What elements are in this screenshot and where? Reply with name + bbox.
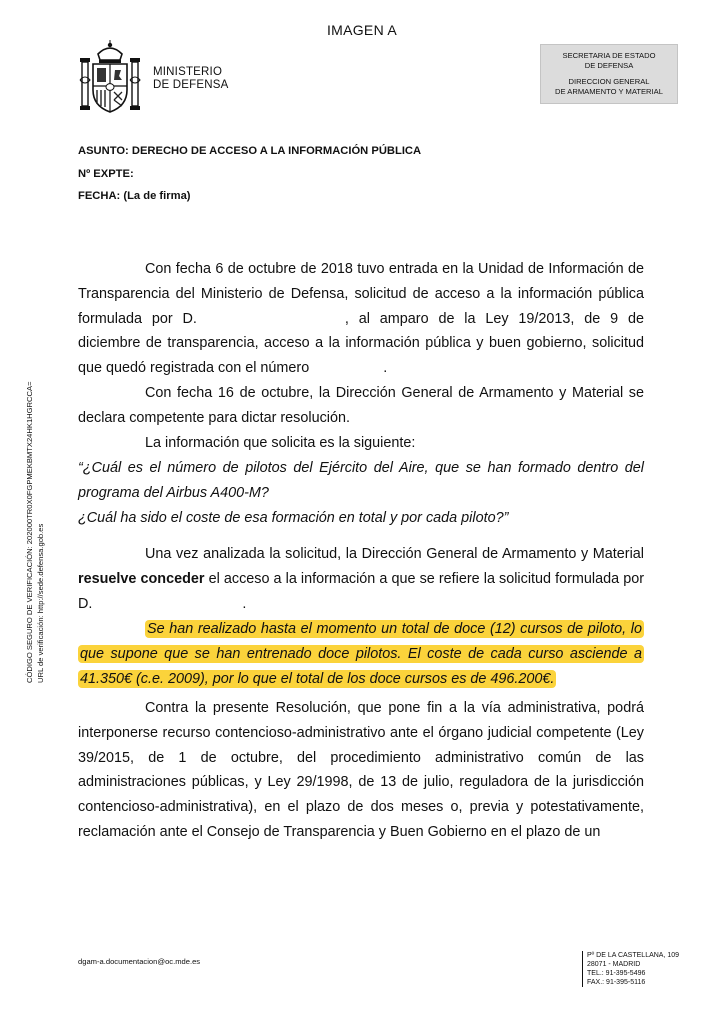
fecha-line — [78, 190, 191, 202]
department-box — [540, 44, 678, 104]
paragraph-request-intro-text: La información que solicita es la siguiente: — [145, 435, 416, 451]
paragraph-resolution-c: . — [242, 595, 247, 612]
image-label: IMAGEN A — [326, 22, 398, 38]
footer-address — [582, 951, 679, 987]
direccion-line-2: DE ARMAMENTO Y MATERIAL — [555, 87, 663, 96]
highlighted-answer — [78, 617, 644, 691]
paragraph-appeal — [78, 696, 644, 845]
paragraph-request-intro — [78, 431, 644, 456]
paragraph-competence — [78, 381, 644, 431]
paragraph-resolution-a: Una vez analizada la solicitud, la Dirección General de Armamento y Material — [145, 546, 644, 562]
coat-of-arms-icon — [78, 40, 142, 118]
paragraph-resolution — [78, 542, 644, 616]
fecha-value: (La de firma) — [123, 190, 191, 202]
ministry-line-2: DE DEFENSA — [153, 79, 229, 91]
subject-line: ASUNTO: DERECHO DE ACCESO A LA INFORMACIÓN PÚBLICA — [78, 145, 422, 157]
footer-fax: FAX.: 91-395-5116 — [587, 979, 646, 986]
paragraph-resolution-b: el acceso a la información a que se refiere la solicitud formulada por D. — [78, 570, 644, 612]
request-question-1: “¿Cuál es el número de pilotos del Ejército del Aire, que se han formado dentro del programa del Airbus A400-M? — [78, 460, 644, 501]
expediente-line: Nº EXPTE: — [78, 168, 134, 180]
resolution-verdict: resuelve conceder — [78, 570, 205, 587]
request-question-2: ¿Cuál ha sido el coste de esa formación en total y por cada piloto?” — [78, 510, 509, 526]
footer-email: dgam-a.documentacion@oc.mde.es — [78, 957, 201, 966]
ministry-line-1: MINISTERIO — [153, 66, 223, 78]
verification-url: URL de verificación: http://sede.defensa.gob.es — [36, 523, 45, 683]
paragraph-entry — [78, 257, 644, 381]
ministry-name — [153, 66, 229, 92]
paragraph-entry-b: , al amparo de la Ley 19/2013, de 9 de diciembre de transparencia, acceso a la información pública y buen gobierno, solicitud que quedó registrada con el número — [78, 310, 644, 377]
verification-code: CÓDIGO SEGURO DE VERIFICACIÓN: 202000TR0X0FGPMEKBMTX24HK1HGRCCA= — [25, 381, 34, 683]
highlighted-answer-text: Se han realizado hasta el momento un total de doce (12) cursos de piloto, lo que supone que se han entrenado doce pilotos. El coste de cada curso asciende a 41.350€ (c.e. 2009), por lo que el total de los doce cursos es de 496.200€. — [80, 621, 642, 687]
verification-stamp — [24, 343, 58, 683]
secretaria-line-2: DE DEFENSA — [584, 61, 634, 70]
footer-phone: TEL.: 91-395-5496 — [587, 970, 646, 977]
fecha-label: FECHA: — [78, 190, 121, 202]
paragraph-appeal-text: Contra la presente Resolución, que pone fin a la vía administrativa, podrá interponerse recurso contencioso-administrativo ante el órgano judicial competente (Ley 39/2015, de 1 de octubre, del procedimiento administrativo común de las administraciones públicas, y Ley 29/1998, de 13 de julio, reguladora de la jurisdicción contencioso-administrativa), en el plazo de dos meses o, previa y potestativamente, reclamación ante el Consejo de Transparencia y Buen Gobierno en el plazo de un — [78, 700, 644, 840]
secretaria-line-1: SECRETARIA DE ESTADO — [562, 51, 656, 60]
footer-address-city: 28071 - MADRID — [587, 961, 641, 968]
paragraph-entry-c: . — [383, 360, 388, 377]
footer-address-street: Pº DE LA CASTELLANA, 109 — [587, 952, 680, 959]
paragraph-competence-text: Con fecha 16 de octubre, la Dirección General de Armamento y Material se declara competente para dictar resolución. — [78, 385, 644, 426]
direccion-line-1: DIRECCION GENERAL — [568, 77, 650, 86]
paragraph-entry-a: Con fecha 6 de octubre de 2018 tuvo entrada en la Unidad de Información de Transparencia del Ministerio de Defensa, solicitud de acceso a la información pública formulada por D. — [78, 261, 644, 327]
